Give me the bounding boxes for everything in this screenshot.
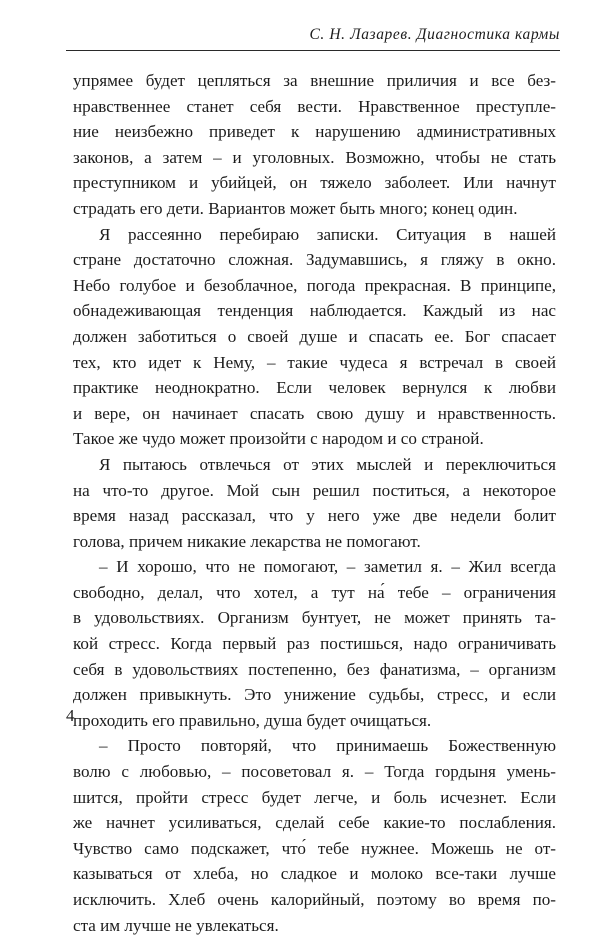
text-line: время назад рассказал, что у него уже две недели болит: [73, 506, 556, 526]
text-line: и вере, он начинает спасать свою душу и нравственность.: [73, 403, 556, 423]
body-text: [73, 68, 556, 938]
text-line: Чувство само подскажет, что́ тебе нужнее. Можешь не от-: [73, 838, 556, 858]
text-line: ста им лучше не увлекаться.: [73, 915, 279, 935]
text-line: стране достаточно сложная. Задумавшись, я гляжу в окно.: [73, 250, 556, 270]
text-line: же начнет усиливаться, сделай себе какие-то послабления.: [73, 813, 556, 833]
text-line: на что-то другое. Мой сын решил поститься, а некоторое: [73, 480, 556, 500]
text-line: страдать его дети. Вариантов может быть много; конец один.: [73, 198, 518, 218]
text-line: Небо голубое и безоблачное, погода прекрасная. В принципе,: [73, 275, 556, 295]
text-line: свободно, делал, что хотел, а тут на́ тебе – ограничения: [73, 582, 556, 602]
page-number: 4: [66, 706, 75, 725]
text-line: практике неоднократно. Если человек вернулся к любви: [73, 378, 556, 398]
text-line: голова, причем никакие лекарства не помогают.: [73, 531, 421, 551]
running-header-title: С. Н. Лазарев. Диагностика кармы: [309, 26, 560, 43]
text-line: Такое же чудо может произойти с народом и со страной.: [73, 429, 484, 449]
text-line: проходить его правильно, душа будет очищаться.: [73, 710, 432, 730]
text-line: в удовольствиях. Организм бунтует, не может принять та-: [73, 608, 556, 628]
text-line: – Просто повторяй, что принимаешь Божественную: [99, 736, 556, 756]
text-line: себя в удовольствиях постепенно, без фанатизма, – организм: [73, 659, 556, 679]
paragraph: [73, 733, 556, 938]
paragraph: [73, 68, 556, 222]
text-line: преступником и убийцей, он тяжело заболеет. Или начнут: [73, 173, 556, 193]
paragraph: [73, 222, 556, 452]
paragraph: [73, 554, 556, 733]
text-line: обнадеживающая тенденция наблюдается. Каждый из нас: [73, 301, 556, 321]
text-line: – И хорошо, что не помогают, – заметил я. – Жил всегда: [99, 557, 556, 577]
paragraph: [73, 452, 556, 554]
text-line: исключить. Хлеб очень калорийный, поэтому во время по-: [73, 890, 556, 909]
text-line: должен привыкнуть. Это унижение судьбы, стресс, и если: [73, 685, 556, 705]
text-line: Я пытаюсь отвлечься от этих мыслей и переключиться: [99, 454, 556, 474]
text-line: должен заботиться о своей душе и спасать ее. Бог спасает: [73, 326, 556, 346]
text-line: кой стресс. Когда первый раз постишься, надо ограничивать: [73, 634, 556, 654]
text-line: Я рассеянно перебираю записки. Ситуация в нашей: [99, 224, 556, 244]
text-line: законов, а затем – и уголовных. Возможно, чтобы не стать: [73, 147, 556, 167]
text-line: казываться от хлеба, но сладкое и молоко все-таки лучше: [73, 864, 556, 884]
text-line: волю с любовью, – посоветовал я. – Тогда гордыня умень-: [73, 762, 556, 782]
text-line: упрямее будет цепляться за внешние приличия и все без-: [73, 71, 556, 90]
text-line: шится, пройти стресс будет легче, и боль исчезнет. Если: [73, 787, 556, 807]
text-line: тех, кто идет к Нему, – такие чудеса я встречал в своей: [73, 352, 556, 372]
text-line: ние неизбежно приведет к нарушению административных: [73, 122, 556, 142]
text-line: нравственнее станет себя вести. Нравственное преступле-: [73, 96, 556, 116]
running-header: [66, 16, 560, 51]
